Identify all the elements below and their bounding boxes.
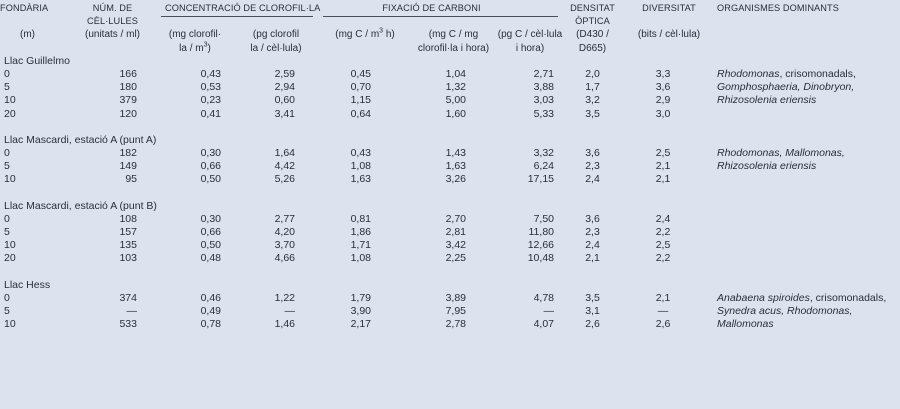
header-chl-a-line2: la / $m^3$) — [179, 41, 211, 54]
cell-c-a: 0,45 — [350, 68, 371, 81]
cell-depth: 0 — [4, 212, 10, 225]
cell-c-c: 7,50 — [533, 212, 554, 225]
header-c-c-line2: i hora) — [515, 42, 545, 54]
cell-chl-a: 0,49 — [200, 305, 221, 318]
organism-text: , crisomonadals, — [809, 291, 887, 304]
cell-c-c: 3,03 — [533, 94, 554, 107]
cell-cells: 95 — [125, 173, 137, 186]
cell-organisms — [717, 173, 900, 186]
cell-chl-b: 1,64 — [274, 147, 295, 160]
cell-organisms — [717, 94, 900, 107]
header-depth: FONDÀRIA — [0, 3, 49, 13]
header-chl-b-line2: la / cèl·lula) — [250, 42, 302, 54]
cell-density: 3,6 — [585, 147, 600, 160]
cell-density: 2,0 — [585, 68, 600, 81]
cell-organisms — [717, 68, 900, 81]
organism-text: Rhizosolenia eriensis — [717, 160, 817, 173]
cell-diversity: 2,1 — [655, 291, 671, 304]
cell-cells: 533 — [119, 318, 137, 331]
lake-name: Llac Guillelmo — [4, 54, 70, 67]
organism-text: Synedra acus, Rhodomonas, — [717, 305, 853, 318]
table-row — [0, 213, 900, 226]
cell-depth: 10 — [4, 239, 16, 252]
cell-c-a: 0,43 — [350, 147, 371, 160]
cell-c-c: 10,48 — [527, 252, 554, 265]
cell-c-b: 3,89 — [445, 291, 466, 304]
table-row — [0, 252, 900, 265]
cell-organisms — [717, 305, 900, 318]
cell-density: 3,6 — [585, 212, 600, 225]
organism-text: Anabaena spiroides — [717, 291, 810, 304]
cell-cells: 180 — [119, 81, 137, 94]
cell-c-b: 7,95 — [445, 305, 466, 318]
cell-c-b: 1,63 — [445, 160, 466, 173]
table-row — [0, 173, 900, 186]
cell-c-c: 5,33 — [533, 107, 554, 120]
organism-text: Gomphosphaeria, Dinobryon, — [717, 81, 855, 94]
header-c-b-line2: clorofil·la i hora) — [417, 42, 490, 54]
cell-cells: 182 — [119, 147, 137, 160]
cell-chl-b: 4,20 — [274, 226, 295, 239]
cell-depth: 0 — [4, 291, 10, 304]
cell-organisms — [717, 239, 900, 252]
cell-c-c: 2,71 — [533, 68, 554, 81]
table-row — [0, 305, 900, 318]
cell-diversity: 3,0 — [655, 107, 671, 120]
cell-density: 3,2 — [585, 94, 600, 107]
cell-diversity: 2,5 — [655, 239, 671, 252]
cell-c-b: 1,43 — [445, 147, 466, 160]
cell-density: 2,1 — [585, 252, 600, 265]
cell-diversity: 2,9 — [655, 94, 671, 107]
cell-cells: 157 — [119, 226, 137, 239]
cell-density: 2,3 — [585, 226, 600, 239]
header-chl-b: (pg clorofil — [252, 29, 300, 41]
cell-cells: 149 — [119, 160, 137, 173]
table-body — [0, 55, 900, 332]
header-organisms: ORGANISMES DOMINANTS — [717, 3, 839, 13]
cell-diversity: 2,1 — [655, 173, 671, 186]
cell-organisms — [717, 108, 900, 121]
cell-chl-b: 4,66 — [274, 252, 295, 265]
table-header — [0, 2, 900, 55]
cell-cells: 379 — [119, 94, 137, 107]
organism-text: Rhodomonas — [717, 68, 780, 81]
cell-c-a: 1,08 — [350, 252, 371, 265]
lake-name: Llac Mascardi, estació A (punt B) — [4, 199, 157, 212]
cell-c-c: 6,24 — [533, 160, 554, 173]
cell-chl-a: 0,50 — [200, 173, 221, 186]
cell-chl-a: 0,48 — [200, 252, 221, 265]
cell-depth: 0 — [4, 147, 10, 160]
cell-organisms — [717, 252, 900, 265]
header-cells-unit: (unitats / ml) — [84, 29, 140, 41]
cell-chl-b: 3,70 — [274, 239, 295, 252]
cell-c-b: 2,25 — [445, 252, 466, 265]
cell-cells: 135 — [119, 239, 137, 252]
cell-chl-b: 2,94 — [274, 81, 295, 94]
cell-diversity: 3,3 — [655, 68, 671, 81]
cell-cells: 120 — [119, 107, 137, 120]
cell-organisms — [717, 147, 900, 160]
table-row — [0, 292, 900, 305]
cell-chl-b: 2,59 — [274, 68, 295, 81]
header-diversity-unit: (bits / cèl·lula) — [637, 29, 701, 41]
table-row — [0, 81, 900, 94]
cell-c-a: 0,70 — [350, 81, 371, 94]
cell-density: 2,4 — [585, 239, 600, 252]
cell-chl-a: 0,30 — [200, 147, 221, 160]
cell-c-a: 1,63 — [350, 173, 371, 186]
cell-density: 2,6 — [585, 318, 600, 331]
cell-c-c: 4,07 — [533, 318, 554, 331]
cell-density: 2,3 — [585, 160, 600, 173]
organism-text: Rhodomonas, Mallomonas, — [717, 147, 845, 160]
cell-c-b: 2,81 — [445, 226, 466, 239]
cell-c-a: 1,79 — [350, 291, 371, 304]
cell-density: 3,5 — [585, 107, 600, 120]
header-density-line3: (D430 / — [576, 29, 609, 41]
cell-depth: 5 — [4, 81, 10, 94]
cell-diversity: 2,6 — [655, 318, 671, 331]
cell-diversity: 2,2 — [655, 226, 671, 239]
cell-c-b: 1,60 — [445, 107, 466, 120]
cell-c-a: 0,64 — [350, 107, 371, 120]
header-c-b: (mg C / mg — [428, 29, 479, 41]
table-row — [0, 108, 900, 121]
lake-name: Llac Mascardi, estació A (punt A) — [4, 133, 157, 146]
phytoplankton-table — [0, 2, 900, 331]
cell-cells: 103 — [119, 252, 137, 265]
cell-depth: 10 — [4, 94, 16, 107]
cell-chl-a: 0,66 — [200, 160, 221, 173]
cell-chl-a: 0,30 — [200, 212, 221, 225]
cell-c-c: 3,32 — [533, 147, 554, 160]
rule-carbon — [319, 15, 564, 28]
cell-c-c: — — [543, 305, 554, 318]
cell-chl-a: 0,46 — [200, 291, 221, 304]
cell-depth: 5 — [4, 305, 10, 318]
cell-c-b: 1,04 — [445, 68, 466, 81]
header-chl-a: (mg clorofil· — [168, 29, 222, 41]
header-density: DENSITAT — [570, 3, 615, 13]
section-header — [0, 200, 900, 213]
header-density-line4: D665) — [578, 42, 607, 54]
table-row — [0, 94, 900, 107]
cell-chl-b: 3,41 — [274, 107, 295, 120]
rule-chlorophyll — [157, 15, 319, 28]
cell-organisms — [717, 292, 900, 305]
table-row — [0, 160, 900, 173]
table-row — [0, 68, 900, 81]
cell-chl-a: 0,23 — [200, 94, 221, 107]
cell-chl-a: 0,53 — [200, 81, 221, 94]
cell-organisms — [717, 81, 900, 94]
cell-c-b: 2,78 — [445, 318, 466, 331]
cell-c-c: 12,66 — [527, 239, 554, 252]
cell-c-b: 5,00 — [445, 94, 466, 107]
cell-depth: 5 — [4, 160, 10, 173]
cell-c-a: 3,90 — [350, 305, 371, 318]
cell-density: 1,7 — [585, 81, 600, 94]
section-header — [0, 134, 900, 147]
cell-diversity: 3,6 — [655, 81, 671, 94]
cell-diversity: — — [657, 305, 669, 318]
header-cells-line2: CÈL·LULES — [87, 16, 138, 27]
table-row — [0, 239, 900, 252]
organism-text: , crisomonadals, — [779, 68, 856, 81]
section-header — [0, 55, 900, 68]
cell-chl-b: 0,60 — [274, 94, 295, 107]
cell-chl-a: 0,41 — [200, 107, 221, 120]
cell-diversity: 2,4 — [655, 212, 671, 225]
cell-chl-b: 1,46 — [274, 318, 295, 331]
cell-organisms — [717, 318, 900, 331]
cell-c-c: 11,80 — [528, 226, 554, 239]
organism-text: Rhizosolenia eriensis — [717, 94, 817, 107]
cell-depth: 20 — [4, 107, 16, 120]
cell-c-c: 17,15 — [527, 173, 554, 186]
cell-depth: 10 — [4, 318, 16, 331]
cell-chl-a: 0,50 — [200, 239, 221, 252]
cell-c-c: 3,88 — [533, 81, 554, 94]
cell-depth: 10 — [4, 173, 16, 186]
cell-c-a: 0,81 — [350, 212, 371, 225]
cell-chl-b: — — [284, 305, 295, 318]
cell-chl-b: 5,26 — [274, 173, 295, 186]
cell-c-a: 1,08 — [350, 160, 371, 173]
header-c-c: (pg C / cèl·lula — [497, 29, 563, 41]
cell-chl-b: 4,42 — [274, 160, 295, 173]
cell-cells: — — [126, 305, 137, 318]
cell-c-a: 1,71 — [350, 239, 371, 252]
header-chlorophyll: CONCENTRACIÓ DE CLOROFIL·LA — [165, 3, 321, 13]
section-header — [0, 279, 900, 292]
cell-density: 3,5 — [585, 291, 600, 304]
header-carbon: FIXACIÓ DE CARBONI — [382, 3, 481, 13]
cell-organisms — [717, 160, 900, 173]
cell-chl-b: 2,77 — [274, 212, 295, 225]
cell-depth: 20 — [4, 252, 16, 265]
header-depth-unit: (m) — [20, 29, 35, 41]
cell-cells: 166 — [119, 68, 137, 81]
table-row — [0, 147, 900, 160]
cell-depth: 0 — [4, 68, 10, 81]
cell-diversity: 2,1 — [655, 160, 671, 173]
cell-c-c: 4,78 — [533, 291, 554, 304]
cell-organisms — [717, 213, 900, 226]
cell-c-a: 1,86 — [350, 226, 371, 239]
header-diversity: DIVERSITAT — [642, 3, 696, 13]
cell-c-b: 1,32 — [445, 81, 466, 94]
cell-organisms — [717, 226, 900, 239]
cell-c-b: 3,26 — [445, 173, 466, 186]
cell-c-a: 2,17 — [350, 318, 371, 331]
cell-c-a: 1,15 — [350, 94, 371, 107]
cell-chl-a: 0,43 — [200, 68, 221, 81]
cell-cells: 108 — [119, 212, 137, 225]
cell-chl-a: 0,78 — [200, 318, 221, 331]
cell-density: 2,4 — [585, 173, 600, 186]
cell-cells: 374 — [119, 291, 137, 304]
cell-depth: 5 — [4, 226, 10, 239]
lake-name: Llac Hess — [4, 278, 51, 291]
organism-text: Mallomonas — [717, 318, 774, 331]
header-cells: NÚM. DE — [92, 3, 133, 13]
cell-chl-b: 1,22 — [274, 291, 295, 304]
table-row — [0, 226, 900, 239]
cell-diversity: 2,2 — [655, 252, 671, 265]
cell-c-b: 3,42 — [445, 239, 466, 252]
header-c-a: (mg C / $m^3$ h) — [335, 28, 395, 41]
cell-density: 3,1 — [585, 305, 600, 318]
cell-c-b: 2,70 — [445, 212, 466, 225]
table-row — [0, 318, 900, 331]
cell-chl-a: 0,66 — [200, 226, 221, 239]
header-density-line2: ÒPTICA — [575, 16, 610, 27]
cell-diversity: 2,5 — [655, 147, 671, 160]
